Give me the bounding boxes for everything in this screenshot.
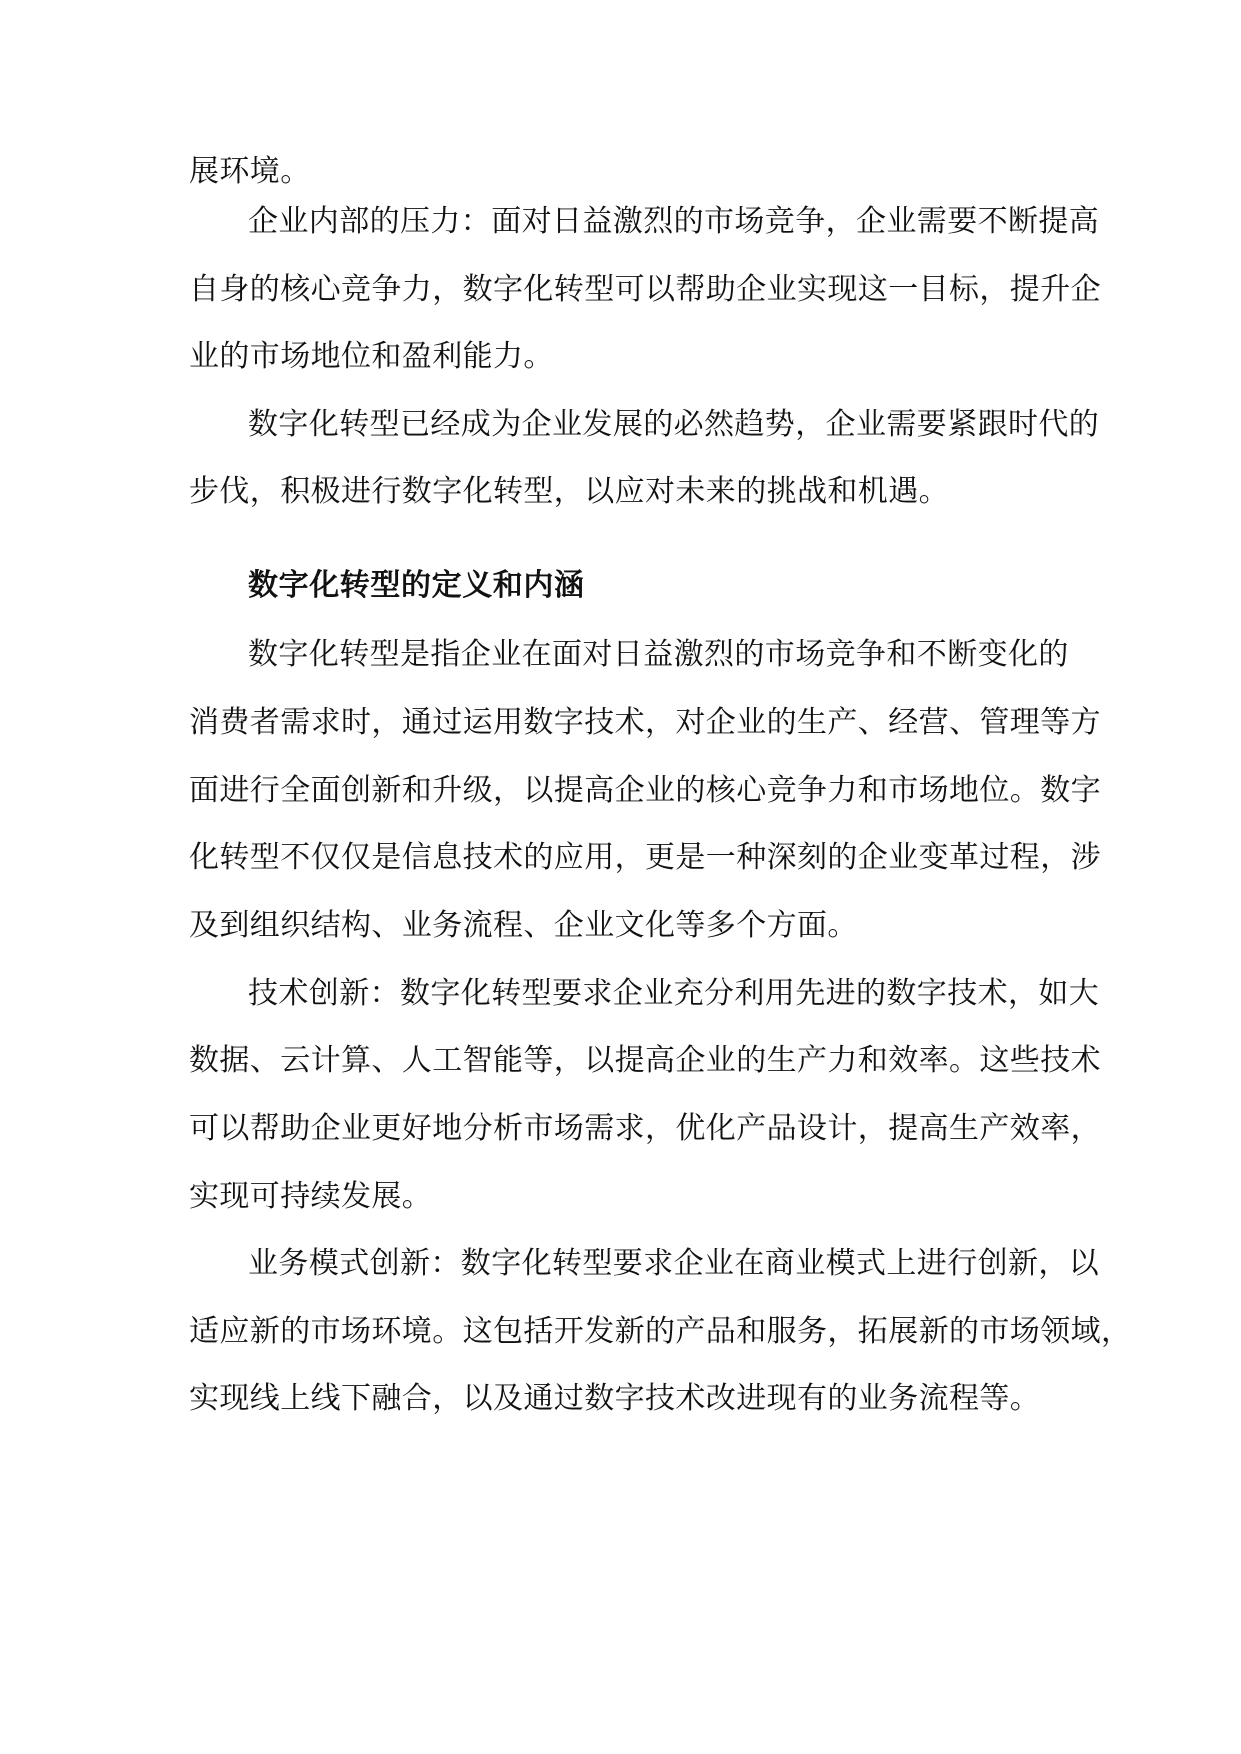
text-line: 实现可持续发展。 xyxy=(189,1179,433,1214)
text-line: 步伐，积极进行数字化转型，以应对未来的挑战和机遇。 xyxy=(189,474,949,509)
text-line: 业务模式创新：数字化转型要求企业在商业模式上进行创新，以 xyxy=(248,1246,1100,1281)
text-line: 业的市场地位和盈利能力。 xyxy=(189,339,554,374)
text-line: 面进行全面创新和升级，以提高企业的核心竞争力和市场地位。数字 xyxy=(189,773,1101,808)
text-line: 数据、云计算、人工智能等，以提高企业的生产力和效率。这些技术 xyxy=(189,1043,1101,1078)
text-line: 企业内部的压力：面对日益激烈的市场竞争，企业需要不断提高 xyxy=(248,204,1100,239)
text-line: 展环境。 xyxy=(189,154,311,189)
text-line: 适应新的市场环境。这包括开发新的产品和服务，拓展新的市场领域， xyxy=(189,1314,1132,1349)
text-line: 可以帮助企业更好地分析市场需求，优化产品设计，提高生产效率， xyxy=(189,1111,1101,1146)
text-line: 数字化转型是指企业在面对日益激烈的市场竞争和不断变化的 xyxy=(248,637,1069,672)
text-line: 及到组织结构、业务流程、企业文化等多个方面。 xyxy=(189,908,858,943)
text-line: 实现线上线下融合，以及通过数字技术改进现有的业务流程等。 xyxy=(189,1381,1041,1416)
text-line: 自身的核心竞争力，数字化转型可以帮助企业实现这一目标，提升企 xyxy=(189,272,1101,307)
text-line: 数字化转型已经成为企业发展的必然趋势，企业需要紧跟时代的 xyxy=(248,407,1100,442)
text-line: 技术创新：数字化转型要求企业充分利用先进的数字技术，如大 xyxy=(248,976,1100,1011)
section-heading: 数字化转型的定义和内涵 xyxy=(248,568,585,603)
text-line: 化转型不仅仅是信息技术的应用，更是一种深刻的企业变革过程，涉 xyxy=(189,840,1101,875)
text-line: 消费者需求时，通过运用数字技术，对企业的生产、经营、管理等方 xyxy=(189,705,1101,740)
